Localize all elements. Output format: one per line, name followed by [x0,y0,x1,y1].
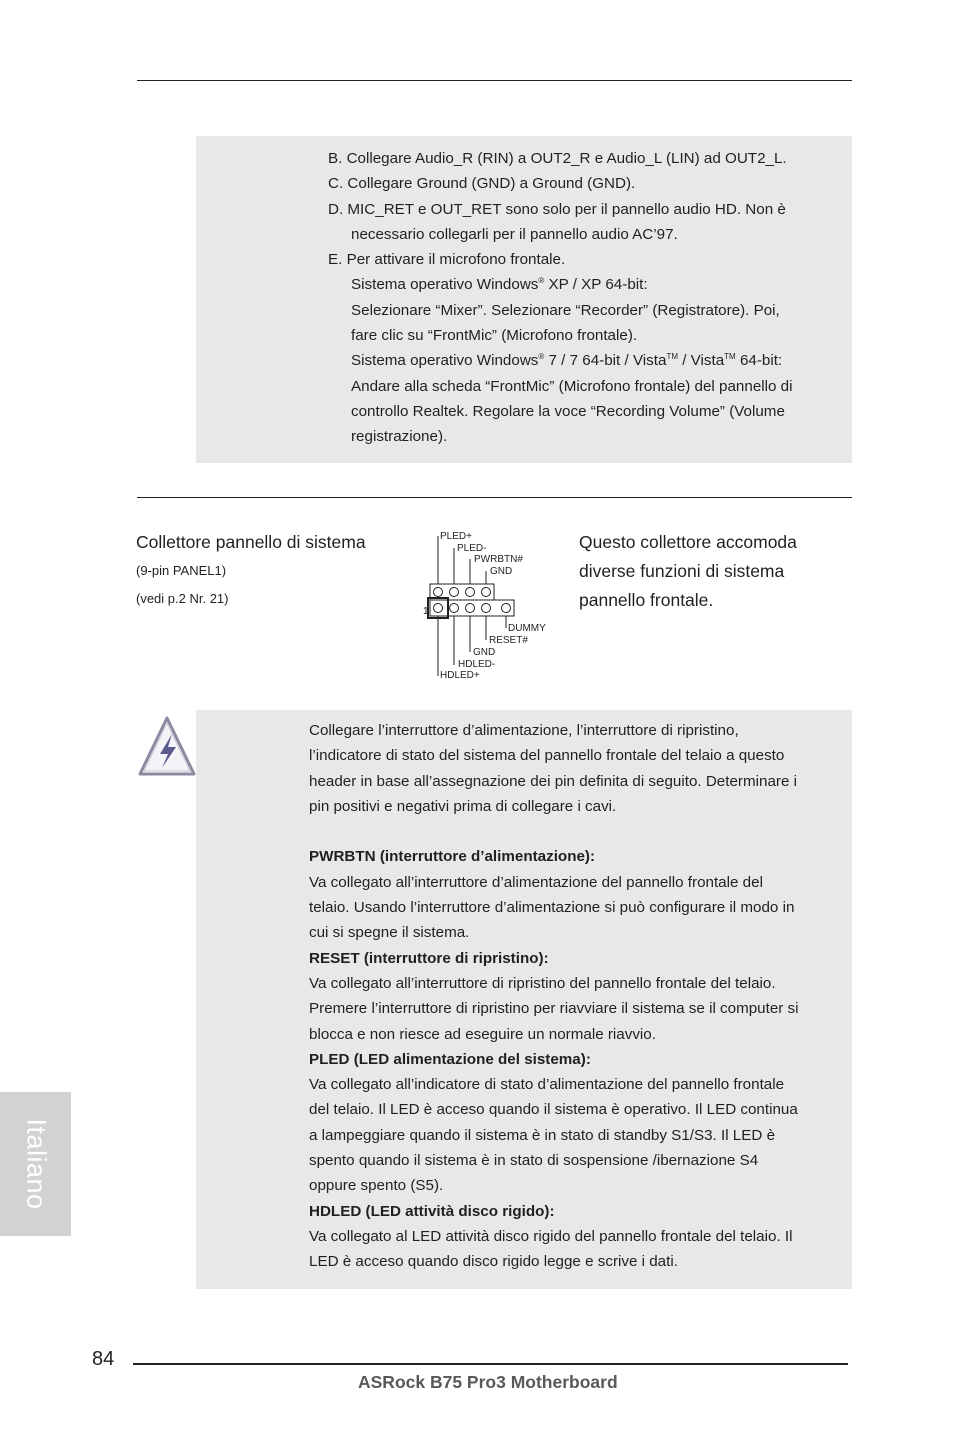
label-dummy: DUMMY [508,623,546,634]
vista-line-2: controllo Realtek. Regolare la voce “Recording Volume” (Volume [351,402,785,420]
item-b: B. Collegare Audio_R (RIN) a OUT2_R e Audio_L (LIN) ad OUT2_L. [328,150,787,167]
intro-line-2: l’indicatore di stato del sistema del pannello frontale del telaio a questo [309,747,785,765]
panel-desc-line-1: Questo collettore accomoda [579,532,797,552]
item-c: C. Collegare Ground (GND) a Ground (GND). [328,175,636,193]
reset-body [309,971,854,1047]
pwrbtn-heading: PWRBTN (interruttore d’alimentazione): [309,848,596,866]
panel-description [579,528,797,615]
pled-line-4: spento quando il sistema è in stato di sospensione /ibernazione S4 [309,1152,759,1170]
intro-line-1: Collegare l’interruttore d’alimentazione, l’interruttore di ripristino, [309,722,739,739]
pled-line-1: Va collegato all’indicatore di stato d’alimentazione del pannello frontale [309,1076,785,1094]
audio-instructions-text [328,146,848,450]
intro-line-3: header in base all’assegnazione dei pin definita di seguito. Determinare i [309,772,797,790]
vista-os-a: Sistema operativo Windows [351,352,539,370]
hdled-line-1: Va collegato al LED attività disco rigido del pannello frontale del telaio. Il [309,1227,793,1245]
panel-pin-name: (9-pin PANEL1) [136,563,227,578]
xp-os-line [328,272,848,297]
xp-os-a: Sistema operativo Windows [351,276,539,294]
vista-tm-2: TM [724,352,736,362]
label-pled-minus: PLED- [457,543,487,554]
xp-os-b: XP / XP 64-bit: [544,276,648,294]
reset-line-2: Premere l’interruttore di ripristino per riavviare il sistema se il computer si [309,1000,799,1018]
audio-instructions-box [196,136,852,463]
vista-instructions [328,348,848,449]
hdled-line-2: LED è acceso quando disco rigido legge e scrive i dati. [309,1253,678,1271]
pled-line-2: del telaio. Il LED è acceso quando il sistema è operativo. Il LED continua [309,1101,798,1119]
section-rule [137,497,852,498]
intro-line-4: pin positivi e negativi prima di collegare i cavi. [309,797,617,815]
label-pled-plus: PLED+ [440,531,472,542]
pled-line-5: oppure spento (S5). [309,1177,444,1195]
warning-lightning-icon [136,714,198,778]
hdled-heading: HDLED (LED attività disco rigido): [309,1202,555,1220]
reset-line-1: Va collegato all’interruttore di ripristino del pannello frontale del telaio. [309,974,776,992]
reset-line-3: blocca e non riesce ad eseguire un normale riavvio. [309,1025,656,1043]
xp-line-2: fare clic su “FrontMic” (Microfono frontale). [351,327,638,345]
pled-line-3: a lampeggiare quando il sistema è in stato di standby S1/S3. Il LED è [309,1126,776,1144]
label-pin-one: 1 [423,606,429,617]
vista-line-1: Andare alla scheda “FrontMic” (Microfono frontale) del pannello di [351,377,793,395]
item-d-line-1: D. MIC_RET e OUT_RET sono solo per il pannello audio HD. Non è [328,200,786,218]
vista-tm-1: TM [666,352,678,362]
footer-rule [133,1363,848,1365]
pled-body [309,1072,854,1198]
pled-heading: PLED (LED alimentazione del sistema): [309,1050,591,1068]
xp-reg: ® [538,276,545,286]
top-rule [137,80,852,81]
footer-product: ASRock B75 Pro3 Motherboard [358,1372,618,1392]
vista-os-line [328,348,848,373]
language-side-tab [0,1092,71,1236]
panel-header-title: Collettore pannello di sistema [136,532,366,552]
vista-os-c: / Vista [678,352,725,370]
language-tab-label: Italiano [21,1118,51,1210]
item-e: E. Per attivare il microfono frontale. [328,251,566,269]
pwrbtn-line-1: Va collegato all’interruttore d’alimentazione del pannello frontale del [309,873,763,891]
vista-line-3: registrazione). [351,428,448,446]
vista-os-d: 64-bit: [735,352,783,370]
caution-intro [309,718,854,819]
caution-text [309,718,854,1275]
pwrbtn-line-2: telaio. Usando l’interruttore d’alimentazione si può configurare il modo in [309,899,795,917]
caution-box [196,710,852,1289]
pwrbtn-line-3: cui si spegne il sistema. [309,924,470,942]
label-gnd-bottom: GND [473,647,496,658]
label-pwrbtn: PWRBTN# [474,554,523,565]
page-number: 84 [92,1348,115,1370]
label-hdled-plus: HDLED+ [440,670,480,680]
label-reset: RESET# [489,635,528,646]
label-hdled-minus: HDLED- [458,659,496,670]
vista-os-b: 7 / 7 64-bit / Vista [544,352,667,370]
xp-instructions [328,272,848,348]
panel-page-ref: (vedi p.2 Nr. 21) [136,591,229,606]
pwrbtn-body [309,870,854,946]
panel-desc-line-3: pannello frontale. [579,590,714,610]
item-d [328,197,848,248]
panel-desc-line-2: diverse funzioni di sistema [579,561,785,581]
label-gnd-top: GND [490,566,513,577]
hdled-body [309,1224,854,1275]
xp-line-1: Selezionare “Mixer”. Selezionare “Recorder” (Registratore). Poi, [351,301,780,319]
vista-reg: ® [538,352,545,362]
panel-pinout-diagram [420,528,560,680]
reset-heading: RESET (interruttore di ripristino): [309,949,549,967]
item-d-line-2: necessario collegarli per il pannello audio AC’97. [351,225,678,243]
